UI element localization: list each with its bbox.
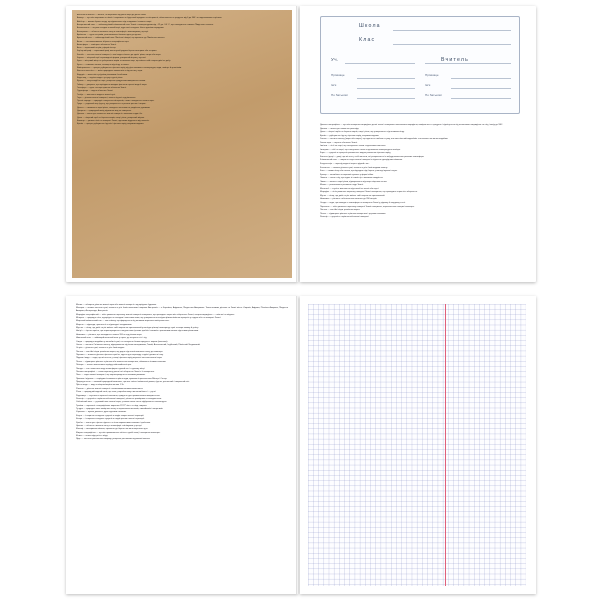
dictionary-entry: Ізогіпси — лінії на карті, що сполучають точки з однаковою висотою. xyxy=(320,145,386,148)
dictionary-entry: Озеро — природна водойма у заглибині суші, не сполучена безпосередньо з морем (океаном). xyxy=(76,340,168,343)
pupil-label: Уч. xyxy=(331,57,339,62)
dictionary-entry: Ерозія — процес руйнування ґрунтів і гірських порід текучими водами. xyxy=(77,123,144,126)
dictionary-entry: Лавина — маса снігу, що падає зі схилів гір з великою швидкістю. xyxy=(320,177,384,180)
dictionary-entry: Погода — стан нижнього шару атмосфери в даний час і в даному місці. xyxy=(76,367,146,370)
pupil-surname-line[interactable] xyxy=(357,78,415,79)
dictionary-entry: Кислотні дощі — дощі, що містять у собі кислоти, які утворюються із забруднювальних речовин атмосфери. xyxy=(320,155,425,158)
dictionary-entry: Тундра — природна зона помірного поясу з переважанням мохів, лишайників і чагарників. xyxy=(76,408,164,411)
dictionary-entry: Мусон — вітер, що двічі на рік змінює свій напрям на протилежний. xyxy=(320,194,386,197)
bottom-dictionary-text xyxy=(76,304,288,441)
dictionary-entry: Гумус — родючий шар ґрунту, що утворюється з решток рослин і тварин. xyxy=(77,103,147,106)
dictionary-entry: Бар'єрний риф — кораловий риф, витягнутий уздовж берега материка або острова. xyxy=(77,50,157,53)
dictionary-entry: Екватор — умовна лінія на поверхні Землі, однаково віддалена від полюсів. xyxy=(77,120,150,122)
dictionary-entry: Бухта — невелика затока, захищена від вітру та хвиль. xyxy=(77,63,130,66)
dictionary-entry: Океан — частина Світового океану, відокремлена від інших материками; Тихий, Атлантичний, Індійський, Північний Льодовитий. xyxy=(76,343,201,346)
dictionary-entry: Магма — розплавлена речовина надр Землі. xyxy=(320,184,364,187)
dictionary-entry: Айсберг — велика брила льоду, що відкололась від льодовика і плаває в морі. xyxy=(77,20,152,23)
dictionary-entry: Плато — підвищена рівнина з рівною або хвилястою поверхнею, обмежена чіткими схилами. xyxy=(76,360,167,363)
dictionary-entry: Азимут — кут між напрямом на північ і напрямом на будь-який предмет на місцевості; обчислюється в градусах від 0 до 360° за годинниковою стрілкою. xyxy=(77,17,223,20)
dictionary-entry: Масштаб — ступінь зменшення відстаней на плані або карті. xyxy=(320,187,379,190)
dictionary-entry: Долина — витягнуте зниження рельєфу. xyxy=(320,127,359,130)
dictionary-entry: Гірські породи — природні сполучення мінералів, з яких складається земна кора. xyxy=(77,100,155,103)
dictionary-entry: Атол — кораловий острів у формі кільця. xyxy=(77,47,117,50)
dictionary-entry: Рівнина — ділянка земної поверхні з невеликими коливаннями висот. xyxy=(76,387,144,390)
kraft-dictionary-text xyxy=(77,14,287,126)
dictionary-entry: Рельєф — сукупність нерівностей земної поверхні. xyxy=(320,216,370,219)
dictionary-entry: Пліоцен — епоха неогенового періоду кайнозойської ери. xyxy=(76,364,132,367)
dictionary-entry: Лиман — затока в гирлі річки, відокремлена від моря піщаною косою. xyxy=(320,180,388,183)
white-notes-block xyxy=(320,124,518,220)
dictionary-entry: Вулкан — конусоподібна гора, утворена продуктами виверження магми. xyxy=(77,80,146,83)
dictionary-entry: Прісна вода — вода з мінералізацією менше 1 ‰. xyxy=(76,384,125,387)
dictionary-entry: Паралель — лінія умовного перетину поверхні Землі площиною, паралельною площині екватора. xyxy=(320,205,415,208)
dictionary-entry: Конденсація — перехід водяної пари в рідкий стан. xyxy=(320,163,370,166)
bottom-spread xyxy=(66,296,536,594)
dictionary-entry: Джерело — природний вихід підземних вод на поверхню. xyxy=(77,110,132,113)
dictionary-entry: Нівальний пояс — найвищий висотний пояс у горах, де панують сніг і лід. xyxy=(76,337,148,340)
dictionary-entry: Абсолютна висота — висота, по вертикалі від рівня моря до даної точки. xyxy=(77,14,147,16)
dictionary-entry: Штиль — повна відсутність вітру. xyxy=(76,435,108,438)
dictionary-entry: Опади — вода, що випадає з атмосфери на поверхню Землі у рідкому й твердому стані. xyxy=(320,202,406,205)
dictionary-entry: Дельта — низовина в гирлі річки, складена наносами та розділена рукавами. xyxy=(77,106,151,109)
graph-paper-grid xyxy=(308,304,526,586)
dictionary-entry: Полюси географічні — точки перетину уявної осі обертання Землі з її поверхнею. xyxy=(76,370,155,373)
dictionary-entry: Бархан — піщаний горб серповидної форми, утворений вітром у пустелі. xyxy=(77,57,147,60)
dictionary-entry: Бриз — місцевий вітер на узбережжях морів та великих озер, що змінює свій напрям двічі на добу. xyxy=(77,60,171,63)
page-fold-shadow xyxy=(296,6,298,282)
dictionary-entry: Кратер — заглибина на вершині вулкана у формі лійки. xyxy=(320,173,374,176)
white-notes-text xyxy=(320,124,518,219)
dictionary-entry: Природна зона — великий природний комплекс, що має спільні кліматичні умови, ґрунти, рослинний і тваринний світ. xyxy=(76,381,190,384)
bottom-left-sheet xyxy=(66,296,298,594)
dictionary-entry: Низовина — рівнина з абсолютною висотою до 200 метрів. xyxy=(320,198,378,201)
dictionary-entry: Атлас — систематизоване зібрання географічних карт. xyxy=(77,40,129,43)
dictionary-entry: Водоспад — падіння води з уступу в руслі річки. xyxy=(77,76,123,79)
dictionary-entry: Фауна — історично складена сукупність видів тварин певної території. xyxy=(76,414,145,417)
dictionary-entry: Нагір'я — гірська країна, що характеризується поєднанням гірських хребтів і масивів з розлогими високо піднятими рівнинами. xyxy=(76,330,199,333)
dictionary-entry: Ерозія — руйнування ґрунту гірських порід текучими водами. xyxy=(320,134,380,137)
dictionary-entry: Висотна поясність — зміна природних комплексів з підняттям у гори. xyxy=(77,70,143,73)
dictionary-entry: Карст — сукупність процесів розчинення водою розчинних гірських порід. xyxy=(320,152,391,155)
teacher-patronymic-line[interactable] xyxy=(451,98,511,99)
dictionary-entry: Ярус — частина рослинного покриву, утворена рослинами однакової висоти. xyxy=(76,438,151,441)
teacher-surname-line[interactable] xyxy=(451,78,511,79)
dictionary-entry: Морена — відклади, принесені та відкладені льодовиком. xyxy=(76,323,132,326)
pupil-firstname-label: Ім'я xyxy=(331,83,337,87)
dictionary-entry: Гідросфера — водна оболонка Землі. xyxy=(77,90,114,93)
dictionary-entry: Глобус — зменшена модель земної кулі. xyxy=(77,93,116,96)
dictionary-entry: Пасати — постійні вітри тропічних широт, що дмуть від поясів високого тиску до екватора. xyxy=(76,350,164,353)
dictionary-entry: Острів — ділянка суші, оточена з усіх боків водою. xyxy=(76,347,125,350)
dictionary-entry: Перевал — знижена ділянка гірського хребта, зручна для переходу з однієї долини в іншу. xyxy=(76,354,164,357)
dictionary-entry: Геосфера — одна з концентричних оболонок Землі. xyxy=(77,86,127,89)
dictionary-entry: Муссон — вітер, що двічі на рік змінює свій напрям на протилежний унаслідок різниці температур суші та моря взимку й улітку. xyxy=(76,327,199,330)
dictionary-entry: Кліматичний пояс — широтна смуга земної поверхні з відносно однорідним кліматом. xyxy=(320,159,403,162)
dictionary-entry: Масив — обширна ділянка земної кори або земної поверхні з однорідною будовою. xyxy=(76,304,157,306)
dictionary-entry: Родовище — скупчення корисної копалини, придатне для промислового використання. xyxy=(76,394,161,397)
top-left-sheet xyxy=(66,6,298,282)
class-input-line[interactable] xyxy=(393,44,511,45)
pupil-surname-label: Прізвище xyxy=(331,73,345,77)
dictionary-entry: Довгота географічна — кут між площиною меридіана даної точки і площиною початкового меридіана; вимірюється в градусах і відлічується від початкового меридіана на схід і захід до 180°. xyxy=(320,124,504,126)
teacher-input-line[interactable] xyxy=(425,63,511,64)
dictionary-entry: Гори — ділянки земної поверхні, значно підняті над рівниною. xyxy=(77,96,136,99)
dictionary-entry: Ізотерми — лінії на карті, що сполучають точки з однаковою температурою повітря. xyxy=(320,148,401,151)
dictionary-entry: Вивітрювання — процес руйнування гірських порід під дією коливань температури, води, повітря й організмів. xyxy=(77,67,182,69)
dictionary-entry: Антициклон — область високого тиску в атмосфері з максимумом у центрі. xyxy=(77,30,149,33)
dictionary-entry: Рельєф — сукупність нерівностей земної поверхні, різних за розмірами та походженням. xyxy=(76,397,162,400)
bottom-dictionary-block xyxy=(76,304,288,442)
dictionary-entry: Хребет — витягнуте гірське підняття з чітко вираженими схилами і гребенем. xyxy=(76,421,151,424)
dictionary-entry: Басейн — частина земної поверхні, з якої води стікають до однієї річки, озера або моря. xyxy=(77,53,162,56)
dictionary-entry: Земна кора — верхня оболонка Землі. xyxy=(320,141,358,144)
teacher-firstname-label: Ім'я xyxy=(425,83,431,87)
pupil-firstname-line[interactable] xyxy=(357,88,415,89)
dictionary-entry: Підземні води — води, що містяться у товщі гірських порід верхньої частини земної кори. xyxy=(76,357,163,360)
dictionary-entry: Широта географічна — кут між прямовисною лінією в даній точці і площиною екватора. xyxy=(76,431,161,434)
dictionary-entry: Архіпелаг — група островів, розташованих близько один до одного. xyxy=(77,33,142,36)
dictionary-entry: Флора — історично складена сукупність видів рослин певної території. xyxy=(76,418,145,421)
dictionary-entry: Антиклиналь — опукла складка в земній корі, ядро якої складене більш давніми породами. xyxy=(77,27,165,30)
dictionary-entry: Пасати — постійні вітри тропічних широт. xyxy=(320,209,360,212)
pupil-input-line[interactable] xyxy=(345,63,415,64)
top-right-sheet xyxy=(300,6,536,282)
dictionary-entry: Шельф — материкова мілина, прилегла до берега частина морського дна. xyxy=(76,428,149,431)
dictionary-entry: Атмосфера — повітряна оболонка Землі. xyxy=(77,43,117,46)
graph-paper-sheet xyxy=(300,296,536,594)
dictionary-entry: Гейзер — джерело, що періодично викидає фонтани гарячої води й пари. xyxy=(77,83,147,86)
dictionary-entry: Пояс — смуга земної поверхні, що характеризується певними умовами. xyxy=(76,374,146,377)
dictionary-entry: Меридіан географічний — лінія умовного перетину земної поверхні площиною, що проходить через вісь обертання Землі; напрям меридіана — з півночі на південь. xyxy=(76,313,235,316)
teacher-surname-label: Прізвище xyxy=(425,73,439,77)
teacher-firstname-line[interactable] xyxy=(451,88,511,89)
kraft-dictionary-page xyxy=(72,10,292,278)
teacher-label: Вчитель xyxy=(441,57,470,63)
pupil-patronymic-line[interactable] xyxy=(357,98,415,99)
title-form-page xyxy=(308,12,530,276)
dictionary-entry: Материк — велика частина суші, оточена з усіх боків океанами і морями: Австралія — з Євразією, Африкою, Південною Америкою. Таких великих ділянок на Землі шість: Євразія, Африка, Північна Америка, Південна Америка, Антарктида, Австралія. xyxy=(76,307,288,313)
dictionary-entry: Морський кліматичний тип — тип клімату, що формується під впливом морських повітряних мас. xyxy=(76,320,170,323)
pupil-patronymic-label: По батькові xyxy=(331,93,348,97)
dictionary-entry: Арктичний пояс — найхолодніший пояс Північної півкулі, що прилягає до Північного полюса. xyxy=(77,37,165,40)
bottom-page-fold-shadow xyxy=(296,296,298,594)
school-info-box xyxy=(320,16,520,114)
dictionary-entry: Антарктичний пояс — найхолодніший кліматичний пояс Землі з температурами від –12 до –50 °C, що знаходиться навколо Південного полюса. xyxy=(77,23,214,26)
dictionary-entry: Приплив і відплив — періодичні коливання рівня води, зумовлені притяганням Місяця і Сонця. xyxy=(76,377,168,380)
dictionary-entry: Меридіан — лінія умовного перетину поверхні Землі площиною, що проходить через вісь обертання. xyxy=(320,191,418,194)
teacher-patronymic-label: По батькові xyxy=(425,93,442,97)
dictionary-entry: Континент — велика ділянка суші, оточена з усіх боків водами океану. xyxy=(320,166,388,169)
dictionary-entry: Тропіки — паралелі з географічною широтою 23°27' півн. та півд. широти. xyxy=(76,404,148,407)
dictionary-entry: Річка — природний водний потік, що тече у виробленому ним заглибленні — руслі. xyxy=(76,391,157,394)
dictionary-entry: Циклон — область низького тиску в атмосфері з мінімумом у центрі. xyxy=(76,424,143,427)
top-spread xyxy=(66,6,536,282)
dictionary-entry: Низовина — рівнина, що знаходиться нижче 200 м над рівнем моря. xyxy=(76,333,143,336)
school-label: Школа xyxy=(359,23,381,29)
dictionary-entry: Ущелина — вузька долина з дуже крутими схилами. xyxy=(76,411,127,414)
dictionary-entry: Затока — частина океану (моря або озера), що вдається глибоко в сушу, але має вільний водообмін з основною частиною водойми. xyxy=(320,138,449,141)
class-label: Клас xyxy=(359,37,376,43)
dictionary-entry: Долина — витягнуте зниження земної поверхні з похилом в один бік. xyxy=(77,113,143,116)
dictionary-entry: Мінерал — природне тіло, однорідне за складом і властивостями, що утворилося внаслідок фізико-хімічних процесів у надрах або на поверхні Землі. xyxy=(76,316,221,319)
margin-rule-line xyxy=(445,304,446,586)
dictionary-entry: Коса — намив піску або гальки, що відходить від берега у вигляді вузької смуги. xyxy=(320,170,398,173)
dictionary-entry: Дюни — піщані горби на берегах морів, озер і річок, що утворюються під впливом вітру. xyxy=(320,131,405,134)
dictionary-entry: Плато — підвищена рівнина з рівною поверхнею і крутими схилами. xyxy=(320,212,386,215)
dictionary-entry: Дюна — піщаний горб на берегах морів, озер і річок, утворений вітром. xyxy=(77,116,145,119)
school-input-line[interactable] xyxy=(393,30,511,31)
dictionary-entry: Сейсмічний пояс — рухомий пояс земної кори, у межах якого часто відбуваються землетруси. xyxy=(76,401,167,404)
dictionary-entry: Вододіл — межа між сусідніми річковими басейнами. xyxy=(77,73,128,76)
